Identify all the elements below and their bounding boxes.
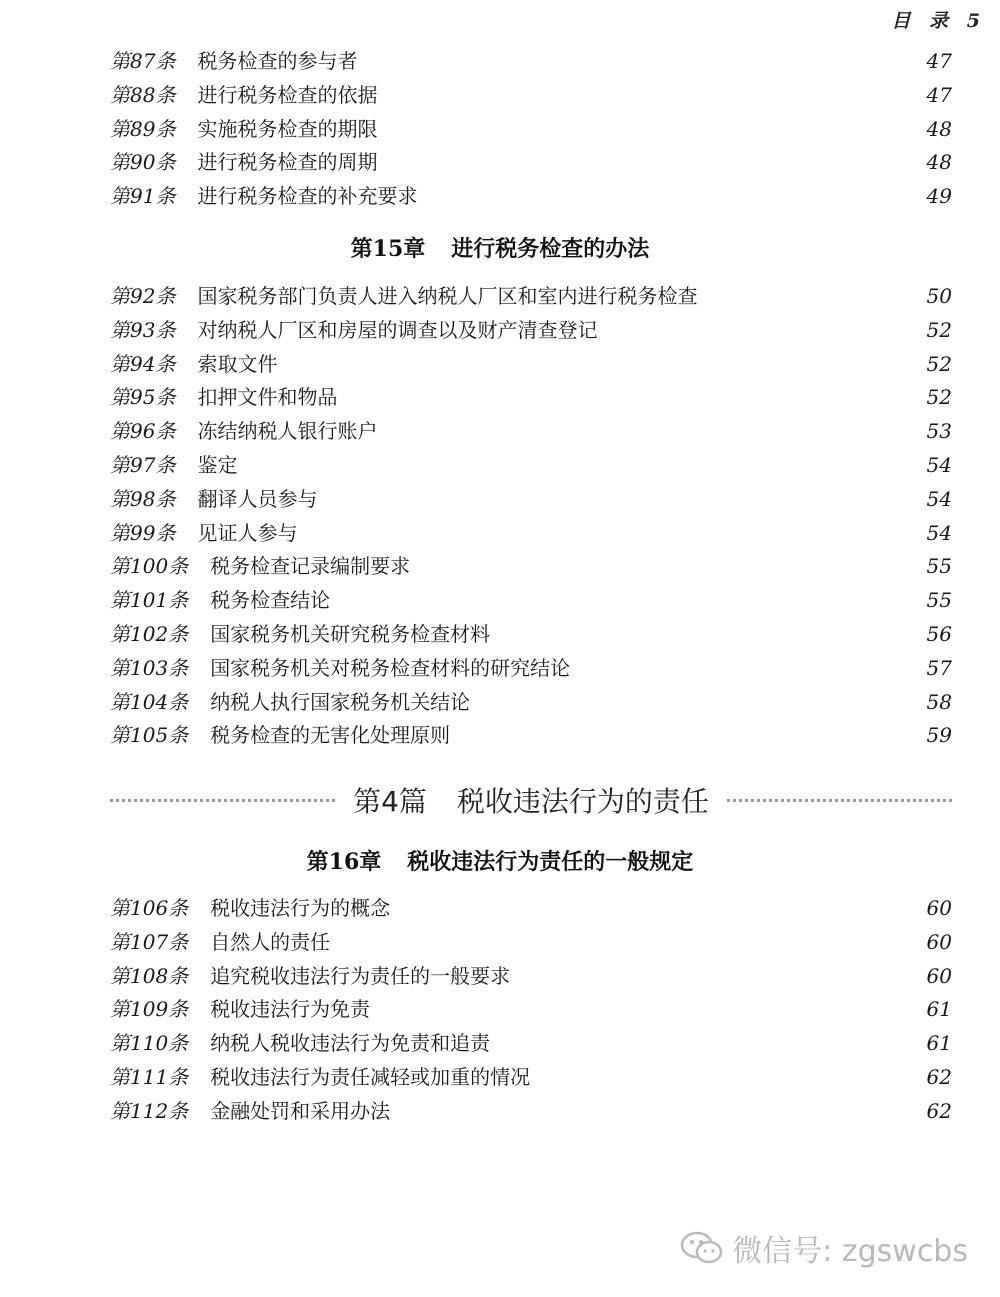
page-number: 60 <box>926 929 952 954</box>
page-number: 60 <box>926 896 952 920</box>
page-number: 52 <box>926 351 952 376</box>
toc-entry <box>110 1095 952 1129</box>
part-4-heading <box>110 780 952 820</box>
part-4-title: 税收违法行为的责任 <box>456 785 709 818</box>
wechat-watermark <box>680 1226 968 1270</box>
toc-entry <box>110 180 952 214</box>
article-number: 第104条 <box>110 689 189 714</box>
part-4-title-group <box>335 780 727 820</box>
page-number: 47 <box>926 49 952 73</box>
page-number: 48 <box>926 116 952 141</box>
article-title: 税务检查的无害化处理原则 <box>210 723 451 748</box>
article-number: 第108条 <box>110 963 189 988</box>
article-title: 对纳税人厂区和房屋的调查以及财产清查登记 <box>197 317 598 342</box>
toc-entry <box>110 550 952 584</box>
page-number: 54 <box>926 520 952 545</box>
article-number: 第89条 <box>110 116 176 141</box>
article-title: 扣押文件和物品 <box>197 385 338 410</box>
article-title: 见证人参与 <box>197 520 298 545</box>
page-number: 55 <box>926 554 952 579</box>
article-title: 税务检查结论 <box>210 588 331 613</box>
toc-entry <box>110 960 952 994</box>
article-number: 第107条 <box>110 929 189 954</box>
article-title: 索取文件 <box>197 351 278 376</box>
article-number: 第112条 <box>110 1098 189 1123</box>
article-number: 第96条 <box>110 419 176 444</box>
toc-entry <box>110 584 952 618</box>
toc-entry <box>110 45 952 79</box>
article-number: 第98条 <box>110 486 176 511</box>
article-title: 进行税务检查的周期 <box>197 150 378 175</box>
article-number: 第95条 <box>110 385 176 410</box>
page-number: 57 <box>926 655 952 680</box>
toc-entry <box>110 1061 952 1095</box>
chapter-15-heading <box>0 232 1000 263</box>
toc-section-2 <box>110 280 952 753</box>
article-title: 税收违法行为的概念 <box>210 896 391 920</box>
article-number: 第102条 <box>110 621 189 646</box>
article-number: 第99条 <box>110 520 176 545</box>
page-number: 59 <box>926 723 952 748</box>
page-number: 61 <box>926 997 952 1022</box>
article-number: 第100条 <box>110 554 189 579</box>
chapter-15-title: 进行税务检查的办法 <box>451 236 650 262</box>
article-number: 第105条 <box>110 723 189 748</box>
chapter-16-title: 税收违法行为责任的一般规定 <box>407 849 694 875</box>
article-title: 纳税人执行国家税务机关结论 <box>210 689 471 714</box>
toc-entry <box>110 686 952 720</box>
article-title: 进行税务检查的补充要求 <box>197 184 418 209</box>
page-number: 48 <box>926 150 952 175</box>
article-title: 冻结纳税人银行账户 <box>197 419 378 444</box>
article-number: 第90条 <box>110 150 176 175</box>
article-title: 税收违法行为免责 <box>210 997 371 1022</box>
chapter-16-heading <box>0 845 1000 876</box>
page-number: 53 <box>926 419 952 444</box>
toc-entry <box>110 280 952 314</box>
running-header: 目 录 5 <box>891 10 986 32</box>
toc-entry <box>110 314 952 348</box>
chapter-16-label: 第16章 <box>306 849 382 875</box>
article-title: 国家税务部门负责人进入纳税人厂区和室内进行税务检查 <box>197 284 698 308</box>
toc-entry <box>110 926 952 960</box>
article-number: 第91条 <box>110 184 176 209</box>
page-number: 55 <box>926 588 952 613</box>
page-number: 54 <box>926 486 952 511</box>
toc-entry <box>110 415 952 449</box>
page-number: 47 <box>926 82 952 107</box>
article-title: 税务检查的参与者 <box>197 49 358 73</box>
article-title: 自然人的责任 <box>210 929 331 954</box>
article-title: 国家税务机关对税务检查材料的研究结论 <box>210 655 571 680</box>
page-number: 62 <box>926 1064 952 1089</box>
part-4-label: 第4篇 <box>353 785 427 818</box>
article-number: 第101条 <box>110 588 189 613</box>
page-number: 50 <box>926 284 952 308</box>
article-number: 第88条 <box>110 82 176 107</box>
toc-entry <box>110 618 952 652</box>
watermark-text: 微信号: zgswcbs <box>732 1234 968 1269</box>
article-title: 实施税务检查的期限 <box>197 116 378 141</box>
page-number: 61 <box>926 1031 952 1056</box>
article-number: 第110条 <box>110 1031 189 1056</box>
article-number: 第109条 <box>110 997 189 1022</box>
article-number: 第87条 <box>110 49 176 73</box>
article-title: 翻译人员参与 <box>197 486 318 511</box>
article-title: 鉴定 <box>197 452 238 477</box>
dotted-rule-left <box>110 799 335 802</box>
page-number: 56 <box>926 621 952 646</box>
toc-entry <box>110 993 952 1027</box>
toc-section-3 <box>110 892 952 1129</box>
toc-entry <box>110 113 952 147</box>
article-title: 纳税人税收违法行为免责和追责 <box>210 1031 491 1056</box>
chapter-15-label: 第15章 <box>350 236 426 262</box>
page-number: 58 <box>926 689 952 714</box>
article-number: 第111条 <box>110 1064 189 1089</box>
toc-entry <box>110 146 952 180</box>
page-number: 62 <box>926 1098 952 1123</box>
article-number: 第94条 <box>110 351 176 376</box>
toc-entry <box>110 517 952 551</box>
page-number: 52 <box>926 317 952 342</box>
toc-entry <box>110 79 952 113</box>
article-title: 税务检查记录编制要求 <box>210 554 411 579</box>
article-title: 进行税务检查的依据 <box>197 82 378 107</box>
page-number: 49 <box>926 184 952 209</box>
page-number: 52 <box>926 385 952 410</box>
toc-entry <box>110 892 952 926</box>
page-number: 60 <box>926 963 952 988</box>
article-number: 第93条 <box>110 317 176 342</box>
toc-entry <box>110 652 952 686</box>
article-number: 第92条 <box>110 284 176 308</box>
article-title: 国家税务机关研究税务检查材料 <box>210 621 491 646</box>
toc-entry <box>110 348 952 382</box>
toc-section-1 <box>110 45 952 214</box>
article-title: 金融处罚和采用办法 <box>210 1098 391 1123</box>
toc-entry <box>110 719 952 753</box>
page-number: 54 <box>926 452 952 477</box>
article-number: 第106条 <box>110 896 189 920</box>
article-number: 第103条 <box>110 655 189 680</box>
toc-entry <box>110 449 952 483</box>
dotted-rule-right <box>727 799 952 802</box>
wechat-icon <box>680 1230 724 1266</box>
article-title: 追究税收违法行为责任的一般要求 <box>210 963 511 988</box>
article-title: 税收违法行为责任减轻或加重的情况 <box>210 1064 531 1089</box>
toc-entry <box>110 381 952 415</box>
toc-entry <box>110 483 952 517</box>
article-number: 第97条 <box>110 452 176 477</box>
toc-entry <box>110 1027 952 1061</box>
